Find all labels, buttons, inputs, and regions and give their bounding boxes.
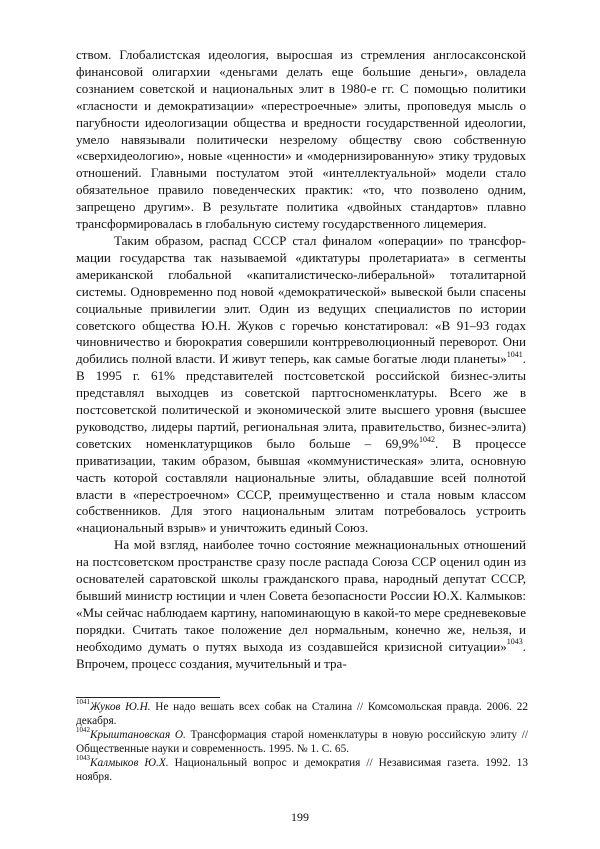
main-text xyxy=(76,47,526,673)
paragraph-1 xyxy=(76,47,526,233)
footnote-text: Национальный вопрос и демократия // Независимая газета. 1992. 13 ноября. xyxy=(76,757,528,783)
paragraph-2-text-c: . В процессе приватизации, таким образом, бывшая «коммунистическая» элита, основную часть которой составляли национальные элиты, обладавшие всей полнотой власти в «перестроечном» СССР, преимущественно и стала новым классом собственников. Для этого национальным элитам потребовалось устроить «национальный взрыв» и уничтожить единый Союз. xyxy=(76,435,526,536)
footnotes xyxy=(76,700,528,784)
footnote-number: 1043 xyxy=(76,754,90,763)
footnote-text: Трансформация старой номенклатуры в новую российскую элиту // Общественные науки и современность. 1995. № 1. С. 65. xyxy=(76,729,528,755)
footnote-author: Жуков Ю.Н. xyxy=(90,701,151,713)
paragraph-3 xyxy=(76,537,526,672)
footnote-ref-1043[interactable]: 1043 xyxy=(506,637,523,647)
footnote-ref-1041[interactable]: 1041 xyxy=(506,349,523,359)
paragraph-3-text-a: На мой взгляд, наиболее точно состояние межнациональных отношений на постсоветском пространстве сразу после распада Союза ССР оценил один из основателей саратовской школы гражданского права, народный депутат СССР, бывший министр юстиции и член Совета безопасности России Ю.Х. Калмыков: «Мы сейчас наблюдаем картину, напоминающую в какой-то мере средневековые порядки. Считать такое положение дел нормальным, конечно же, нельзя, и необходимо думать о путях выхода из создавшейся кризисной ситуации» xyxy=(76,537,526,654)
footnote-ref-1042[interactable]: 1042 xyxy=(419,434,436,444)
paragraph-1-text: ством. Глобалистская идеология, выросшая из стремления англосаксонской финансовой олигархии «деньгами делать еще большие деньги», овладела сознанием советской и национальных элит в 1980-е гг. С помощью политики «гласности и демократизации» «перестроечные» элиты, проповедуя мысль о пагубности идеологизации общества и вредности государственной идеологии, умело навязывали политически незрелому обществу свою собственную «сверхидеологию», новые «ценности» и «модернизированную» этику трудовых отношений. Главными постулатом этой «интеллектуальной» модели стало обязательное правило поведенческих практик: «то, что позволено одним, запрещено другим». В результате политика «двойных стандартов» плавно трансформировалась в глобальную систему государственного лицемерия. xyxy=(76,47,526,232)
footnote-text: Не надо вешать всех собак на Сталина // Комсомольская правда. 2006. 22 декабря. xyxy=(76,701,528,727)
footnote-number: 1041 xyxy=(76,698,90,707)
paragraph-2 xyxy=(76,233,526,537)
footnote-1041 xyxy=(76,700,528,728)
paragraph-3-text-b: . Впрочем, процесс создания, мучительный и тра- xyxy=(76,638,526,671)
footnote-author: Калмыков Ю.Х. xyxy=(90,757,169,769)
page-number: 199 xyxy=(291,810,309,824)
footnote-divider xyxy=(76,697,220,698)
footnote-1043 xyxy=(76,756,528,784)
paragraph-2-text-b: . В 1995 г. 61% представителей постсоветской российской бизнес-элиты представлял выходцев из советской партгосноменклатуры. Всего же в постсоветской политической и экономической элите высшего уровня (высшее руководство, лидеры партий, региональная элита, правительство, бизнес-элита) советских номенклатурщиков было больше – 69,9% xyxy=(76,351,526,451)
footnote-number: 1042 xyxy=(76,726,90,735)
footnote-author: Крыштановская О. xyxy=(90,729,186,741)
paragraph-2-text-a: Таким образом, распад СССР стал финалом «операции» по трансформации государства так называемой «диктатуры пролетариата» в сегменты американской глобальной «капиталистическо-либеральной» тоталитарной системы. Одновременно под новой «демократической» вывеской были спасены социальные привилегии элит. Один из ведущих специалистов по истории советского общества Ю.Н. Жуков с горечью констатировал: «В 91–93 годах чиновничество и бюрократия совершили контрреволюционный переворот. Они добились полной власти. И живут теперь, как самые богатые люди планеты» xyxy=(76,232,526,367)
footnote-1042 xyxy=(76,728,528,756)
